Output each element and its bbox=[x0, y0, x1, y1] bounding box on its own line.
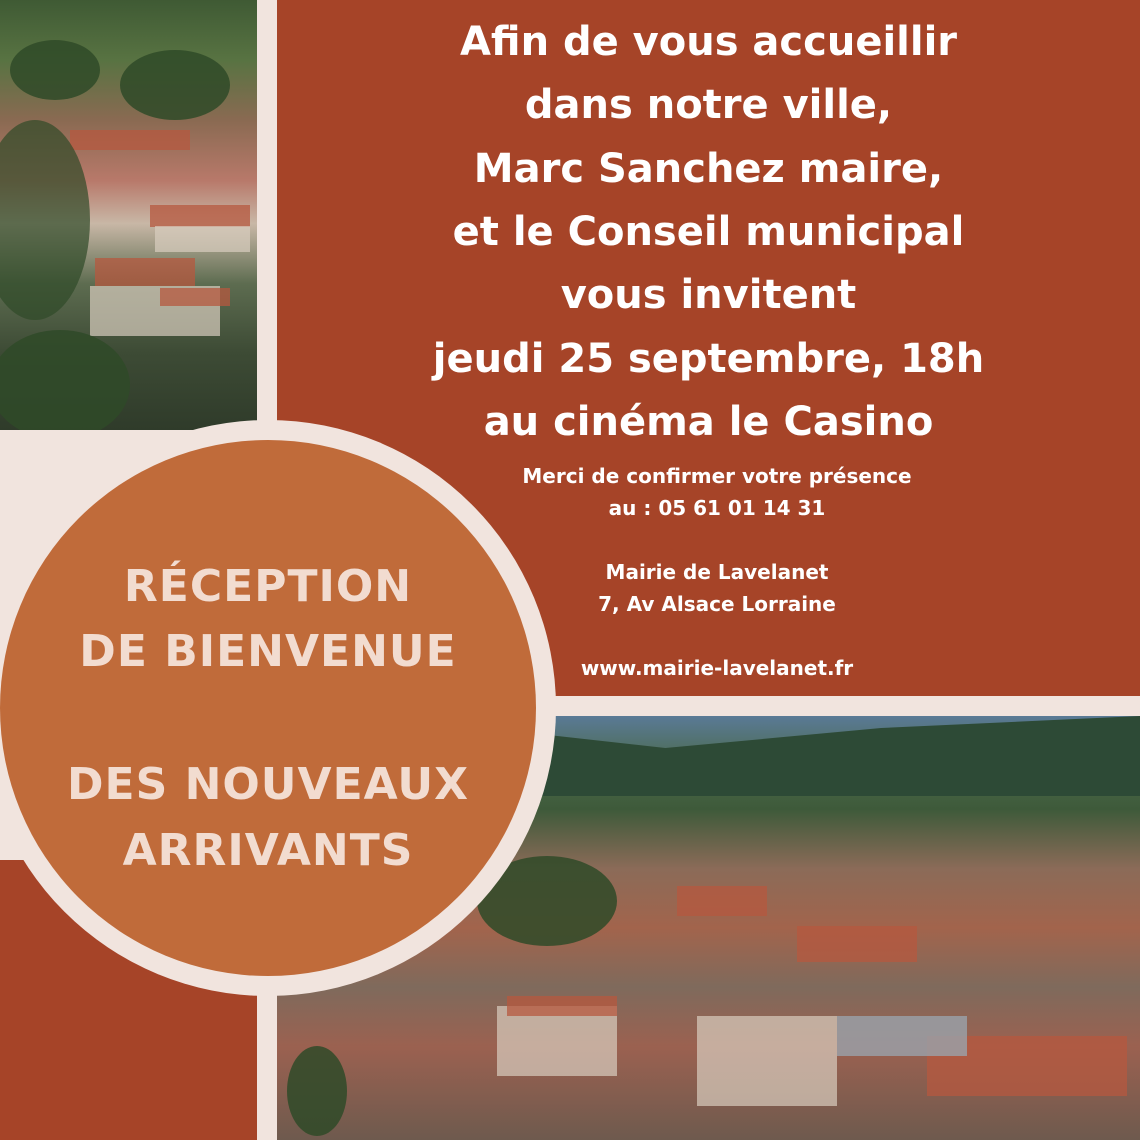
badge-line-3: DES NOUVEAUX bbox=[66, 759, 469, 810]
address-line-2: 7, Av Alsace Lorraine bbox=[598, 592, 836, 616]
invitation-line-4: et le Conseil municipal bbox=[452, 209, 965, 255]
invitation-line-7: au cinéma le Casino bbox=[483, 399, 934, 445]
invitation-line-5: vous invitent bbox=[560, 272, 857, 318]
invitation-line-3: Marc Sanchez maire, bbox=[473, 146, 944, 192]
badge-line-4: ARRIVANTS bbox=[122, 825, 414, 876]
confirm-phone: au : 05 61 01 14 31 bbox=[608, 496, 826, 520]
invitation-line-1: Afin de vous accueillir bbox=[459, 19, 958, 65]
website-link[interactable]: www.mairie-lavelanet.fr bbox=[580, 656, 854, 680]
aerial-photo-houses bbox=[0, 0, 257, 430]
badge-line-2: DE BIENVENUE bbox=[79, 626, 457, 677]
badge-text bbox=[0, 440, 536, 976]
address-line-1: Mairie de Lavelanet bbox=[605, 560, 829, 584]
badge-line-1: RÉCEPTION bbox=[123, 561, 413, 612]
confirm-line-1: Merci de confirmer votre présence bbox=[522, 464, 912, 488]
invitation-line-2: dans notre ville, bbox=[524, 82, 893, 128]
invitation-line-6: jeudi 25 septembre, 18h bbox=[432, 336, 985, 382]
